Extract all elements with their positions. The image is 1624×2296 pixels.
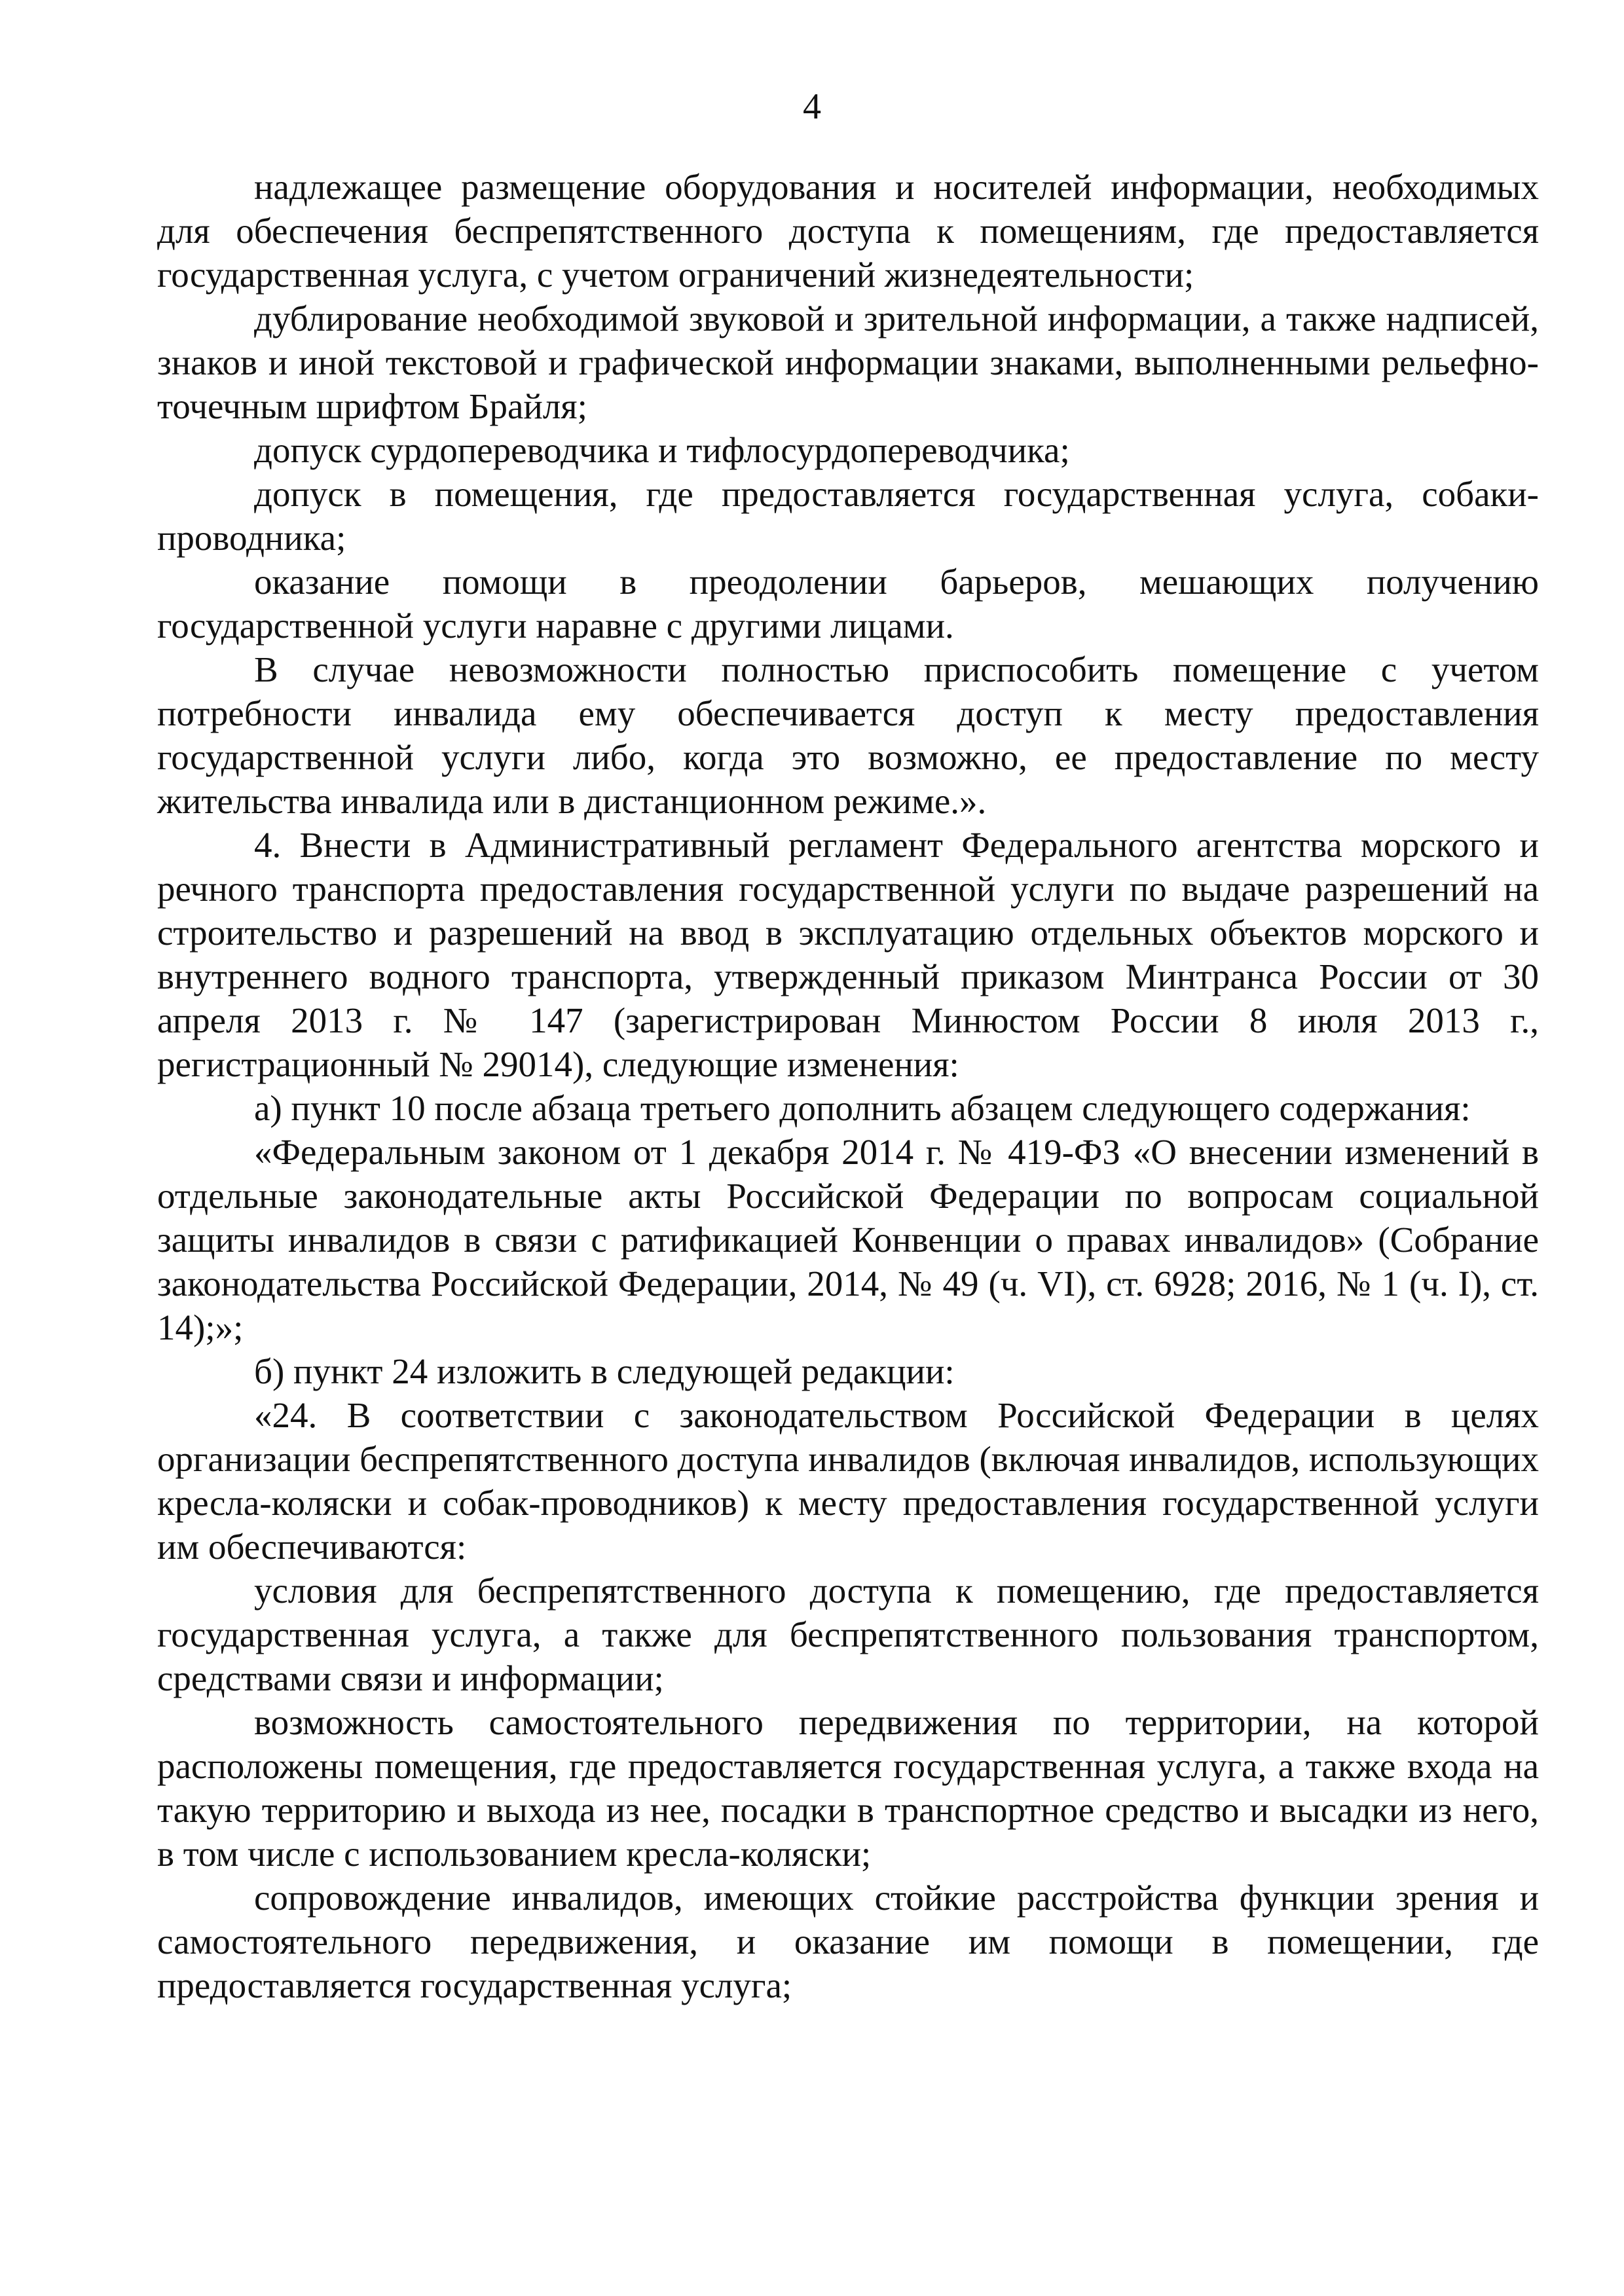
- paragraph: В случае невозможности полностью приспособить помещение с учетом потребности инвалида ему обеспечивается доступ к месту предоставления государственной услуги либо, когда это возможно, ее предоставление по месту жительства инвалида или в дистанционном режиме.».: [157, 649, 1539, 821]
- paragraph: «24. В соответствии с законодательством Российской Федерации в целях организации беспрепятственного доступа инвалидов (включая инвалидов, использующих кресла-коляски и собак-проводников) к месту предоставления государственной услуги им обеспечиваются:: [157, 1395, 1539, 1567]
- paragraph: допуск сурдопереводчика и тифлосурдопереводчика;: [254, 430, 1070, 470]
- paragraph: оказание помощи в преодолении барьеров, мешающих получению государственной услуги наравне с другими лицами.: [157, 562, 1539, 646]
- paragraph: возможность самостоятельного передвижения по территории, на которой расположены помещения, где предоставляется государственная услуга, а также входа на такую территорию и выхода из нее, посадки в транспортное средство и высадки из него, в том числе с использованием кресла-коляски;: [157, 1702, 1539, 1874]
- paragraph: а) пункт 10 после абзаца третьего дополнить абзацем следующего содержания:: [254, 1088, 1471, 1128]
- paragraph: 4. Внести в Административный регламент Федерального агентства морского и речного транспорта предоставления государственной услуги по выдаче разрешений на строительство и разрешений на ввод в эксплуатацию отдельных объектов морского и внутреннего водного транспорта, утвержденный приказом Минтранса России от 30 апреля 2013 г. № 147 (зарегистрирован Минюстом России 8 июля 2013 г., регистрационный № 29014), следующие изменения:: [157, 825, 1539, 1084]
- paragraph: условия для беспрепятственного доступа к помещению, где предоставляется государственная услуга, а также для беспрепятственного пользования транспортом, средствами связи и информации;: [157, 1571, 1539, 1698]
- paragraph: сопровождение инвалидов, имеющих стойкие расстройства функции зрения и самостоятельного передвижения, и оказание им помощи в помещении, где предоставляется государственная услуга;: [157, 1878, 1539, 2005]
- paragraph: б) пункт 24 изложить в следующей редакции:: [254, 1351, 955, 1391]
- paragraph: «Федеральным законом от 1 декабря 2014 г. № 419-ФЗ «О внесении изменений в отдельные законодательные акты Российской Федерации по вопросам социальной защиты инвалидов в связи с ратификацией Конвенции о правах инвалидов» (Собрание законодательства Российской Федерации, 2014, № 49 (ч. VI), ст. 6928; 2016, № 1 (ч. I), ст. 14);»;: [157, 1132, 1539, 1347]
- page-number: 4: [803, 86, 821, 127]
- document-body: [157, 165, 1539, 2007]
- paragraph: надлежащее размещение оборудования и носителей информации, необходимых для обеспечения беспрепятственного доступа к помещениям, где предоставляется государственная услуга, с учетом ограничений жизнедеятельности;: [157, 167, 1539, 295]
- paragraph: дублирование необходимой звуковой и зрительной информации, а также надписей, знаков и иной текстовой и графической информации знаками, выполненными рельефно-точечным шрифтом Брайля;: [157, 299, 1539, 426]
- paragraph: допуск в помещения, где предоставляется государственная услуга, собаки-проводника;: [157, 474, 1539, 558]
